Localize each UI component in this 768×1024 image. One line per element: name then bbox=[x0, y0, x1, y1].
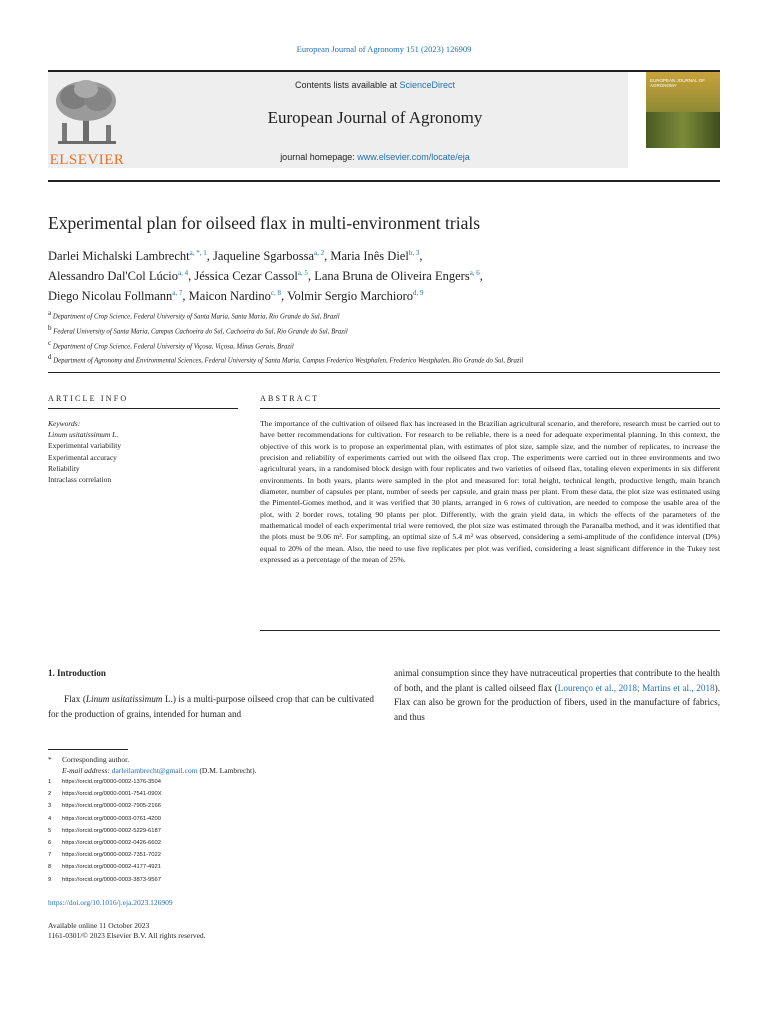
orcid-number: 4 bbox=[48, 815, 52, 822]
keywords-block bbox=[48, 418, 238, 485]
abstract-rule bbox=[260, 408, 720, 409]
affiliation-item bbox=[48, 338, 728, 353]
keyword-item: Reliability bbox=[48, 463, 80, 473]
author-separator: , bbox=[307, 269, 315, 284]
sciencedirect-link[interactable]: ScienceDirect bbox=[399, 80, 456, 90]
bottom-info bbox=[48, 898, 378, 942]
email-link[interactable]: darleilambrecht@gmail.com bbox=[111, 766, 198, 775]
orcid-number: 7 bbox=[48, 852, 52, 859]
orcid-link[interactable]: https://orcid.org/0000-0002-0426-6602 bbox=[62, 840, 161, 847]
author-affiliation-marker[interactable]: a, *, 1 bbox=[189, 249, 207, 257]
intro-col1-paragraph bbox=[48, 692, 374, 721]
author-separator: , bbox=[182, 289, 189, 304]
abstract-bottom-rule bbox=[260, 630, 720, 631]
orcid-footnote bbox=[48, 849, 378, 861]
email-label: E-mail address: bbox=[62, 766, 110, 775]
author-name[interactable]: Alessandro Dal'Col Lúcio bbox=[48, 269, 179, 284]
author-separator: , bbox=[324, 249, 331, 264]
author-name[interactable]: Diego Nicolau Follmann bbox=[48, 289, 173, 304]
orcid-number: 1 bbox=[48, 779, 52, 785]
author-name[interactable]: Jéssica Cezar Cassol bbox=[194, 269, 298, 284]
keyword-item: Experimental accuracy bbox=[48, 452, 117, 462]
affiliation-item bbox=[48, 352, 728, 367]
email-suffix: (D.M. Lambrecht). bbox=[197, 766, 257, 775]
journal-name: European Journal of Agronomy bbox=[267, 108, 483, 127]
email-line bbox=[48, 765, 378, 776]
orcid-link[interactable]: https://orcid.org/0000-0002-7351-7022 bbox=[62, 852, 161, 859]
corresponding-text: Corresponding author. bbox=[62, 755, 130, 764]
author-name[interactable]: Volmir Sergio Marchioro bbox=[287, 289, 413, 304]
orcid-link[interactable]: https://orcid.org/0000-0002-5229-6187 bbox=[62, 827, 161, 834]
affiliation-mark: c bbox=[48, 338, 52, 347]
author-separator: , bbox=[419, 249, 423, 264]
author-name[interactable]: Jaqueline Sgarbossa bbox=[212, 249, 315, 264]
orcid-footnote bbox=[48, 813, 378, 825]
author-affiliation-marker[interactable]: a, 5 bbox=[297, 269, 308, 278]
orcid-number: 9 bbox=[48, 876, 52, 883]
meta-top-rule bbox=[48, 372, 720, 373]
orcid-number: 3 bbox=[48, 803, 52, 810]
author-list bbox=[48, 245, 648, 305]
author-name[interactable]: Maria Inês Diel bbox=[330, 249, 409, 264]
footnote-star: * bbox=[48, 755, 52, 764]
homepage-line bbox=[130, 152, 620, 162]
reference-link-lourenco-martins[interactable]: Lourenço et al., 2018; Martins et al., 2018 bbox=[557, 682, 715, 693]
author-separator: , bbox=[188, 269, 195, 284]
contents-line bbox=[130, 80, 620, 90]
footnote-rule bbox=[48, 749, 128, 750]
author-affiliation-marker[interactable]: a, 7 bbox=[172, 289, 183, 298]
copyright-line: 1161-0301/© 2023 Elsevier B.V. All rights reserved. bbox=[48, 931, 206, 940]
author-separator: , bbox=[281, 289, 288, 304]
header-bottom-rule bbox=[48, 180, 720, 182]
author-name[interactable]: Maicon Nardino bbox=[188, 289, 271, 304]
cover-title: EUROPEAN JOURNAL OF AGRONOMY bbox=[650, 78, 705, 88]
author-separator: , bbox=[479, 269, 483, 284]
journal-cover-image[interactable] bbox=[646, 72, 720, 168]
affiliation-text: Department of Crop Science, Federal University of Santa Maria, Santa Maria, Rio Grande do Sul, Brazil bbox=[52, 313, 340, 321]
col2-text-b: ). Flax can also be grown for the production of fibers, used in the manufacture of fabrics, and thus bbox=[394, 682, 721, 722]
orcid-link[interactable]: https://orcid.org/0000-0002-4177-4921 bbox=[62, 864, 161, 871]
contents-prefix: Contents lists available at bbox=[294, 80, 400, 90]
available-online: Available online 11 October 2023 bbox=[48, 920, 150, 930]
elsevier-logo[interactable] bbox=[48, 77, 126, 168]
orcid-footnote bbox=[48, 861, 378, 873]
journal-citation-link[interactable]: European Journal of Agronomy 151 (2023) 126909 bbox=[296, 44, 472, 54]
author-name[interactable]: Lana Bruna de Oliveira Engers bbox=[314, 269, 470, 284]
homepage-link[interactable]: www.elsevier.com/locate/eja bbox=[357, 152, 470, 162]
affiliation-item bbox=[48, 308, 728, 323]
orcid-link[interactable]: https://orcid.org/0000-0002-1376-3504 bbox=[62, 779, 161, 785]
article-title: Experimental plan for oilseed flax in multi-environment trials bbox=[48, 213, 481, 233]
orcid-footnote bbox=[48, 874, 378, 886]
orcid-number: 6 bbox=[48, 840, 52, 847]
homepage-prefix: journal homepage: bbox=[280, 152, 358, 162]
author-separator: , bbox=[206, 249, 213, 264]
affiliation-mark: a bbox=[48, 309, 52, 317]
col1-text-a: Flax ( bbox=[64, 694, 86, 704]
doi-link[interactable]: https://doi.org/10.1016/j.eja.2023.126909 bbox=[48, 898, 173, 907]
article-info-rule bbox=[48, 408, 238, 409]
affiliations bbox=[48, 308, 728, 367]
orcid-footnote bbox=[48, 776, 378, 788]
keyword-item: Intraclass correlation bbox=[48, 475, 112, 485]
author-name[interactable]: Darlei Michalski Lambrecht bbox=[48, 249, 190, 264]
elsevier-tree-icon bbox=[48, 77, 126, 147]
orcid-link[interactable]: https://orcid.org/0000-0003-3873-9567 bbox=[62, 876, 161, 883]
orcid-link[interactable]: https://orcid.org/0000-0003-0761-4200 bbox=[62, 815, 161, 822]
keyword-item: Linum usitatissimum L. bbox=[48, 430, 119, 440]
orcid-footnote bbox=[48, 825, 378, 837]
intro-col2-paragraph bbox=[394, 666, 720, 724]
article-info-label: ARTICLE INFO bbox=[48, 394, 129, 403]
keywords-label: Keywords: bbox=[48, 419, 81, 428]
orcid-footnote bbox=[48, 800, 378, 812]
footnotes bbox=[48, 754, 378, 886]
species-name: Linum usitatissimum bbox=[85, 694, 163, 704]
affiliation-mark: d bbox=[48, 353, 52, 362]
abstract-text: The importance of the cultivation of oilseed flax has increased in the Brazilian agricultural scenario, and therefore, research must be carried out to have better recommendations for cultivation. For research to be reliable, there is a need for adequate experimental planning. In this context, the objective of this work is to propose an experimental plan, with estimates of plot size, sample size, and the number of replicates, to increase the precision and reliability of experiments carried out with the oilseed flax crop. The experiments were carried out in three environments and two agricultural years, in a randomised block design with four replicates and two varieties of oilseed flax, totaling eleven experiments in six different environments. In both years, plants were sampled in the plot and measured for: total height, technical length, productive length, main branch diameter, number of capsules per plant, number of seeds per capsule, and grain mass per plant. From these data, the plot size was estimated using the Pimentel-Gomes method, and it was verified that 30 plants, arranged in 6 rows of cultivation, are needed to compose the usable area of the plot, with 2 border rows, totaling 90 plants per plot. Differently, with the grain yield data, in which the effects of the parameters of the mathematical model of each experimental trial were removed, the plot size was estimated through the Paranaíba method, and it was identified that the plots must be 9.06 m². For sampling, an optimal size of 5.4 m² was observed, considering a semi-amplitude of the confidence interval (D%) equal to 20% of the mean. Also, the need to use five replicates per plot was verified, considering a least significant difference in the Tukey test expressed as a percentage of the mean of 25%. bbox=[260, 419, 720, 565]
abstract-label: ABSTRACT bbox=[260, 394, 320, 403]
orcid-link[interactable]: https://orcid.org/0000-0002-7905-2166 bbox=[62, 803, 161, 810]
author-affiliation-marker[interactable]: b, 3 bbox=[408, 249, 420, 257]
author-affiliation-marker[interactable]: a, 2 bbox=[314, 249, 325, 257]
keyword-item: Experimental variability bbox=[48, 441, 122, 451]
orcid-footnote bbox=[48, 788, 378, 800]
orcid-number: 5 bbox=[48, 827, 52, 834]
affiliation-text: Federal University of Santa Maria, Campus Cachoeira do Sul, Cachoeira do Sul, Rio Grande do Sul, Brazil bbox=[53, 328, 348, 336]
affiliation-item bbox=[48, 323, 728, 338]
orcid-footnote bbox=[48, 837, 378, 849]
author-affiliation-marker[interactable]: c, 8 bbox=[270, 289, 282, 298]
author-affiliation-marker[interactable]: a, 4 bbox=[178, 269, 189, 278]
author-affiliation-marker[interactable]: a, 6 bbox=[469, 269, 480, 278]
affiliation-text: Department of Crop Science, Federal University of Viçosa, Viçosa, Minas Gerais, Brazil bbox=[52, 342, 294, 350]
section-heading-introduction: 1. Introduction bbox=[48, 668, 106, 678]
corresponding-author-note bbox=[48, 754, 378, 765]
col1-text-b: L.) is a multi-purpose oilseed crop that can be cultivated for the production of grains, intended for human and bbox=[48, 694, 374, 719]
author-affiliation-marker[interactable]: d, 9 bbox=[413, 289, 424, 298]
affiliation-text: Department of Agronomy and Environmental Sciences, Federal University of Santa Maria, Campus Frederico Westphalen, Frederico Westphalen, Rio Grande do Sul, Brazil bbox=[53, 357, 524, 365]
orcid-link[interactable]: https://orcid.org/0000-0001-7541-090X bbox=[62, 791, 162, 798]
orcid-number: 2 bbox=[48, 791, 52, 798]
elsevier-wordmark: ELSEVIER bbox=[49, 152, 125, 168]
col2-text-a: animal consumption since they have nutraceutical properties that contribute to the health of both, and the plant is called oilseed flax ( bbox=[394, 668, 720, 693]
affiliation-mark: b bbox=[48, 323, 52, 332]
orcid-number: 8 bbox=[48, 864, 52, 871]
